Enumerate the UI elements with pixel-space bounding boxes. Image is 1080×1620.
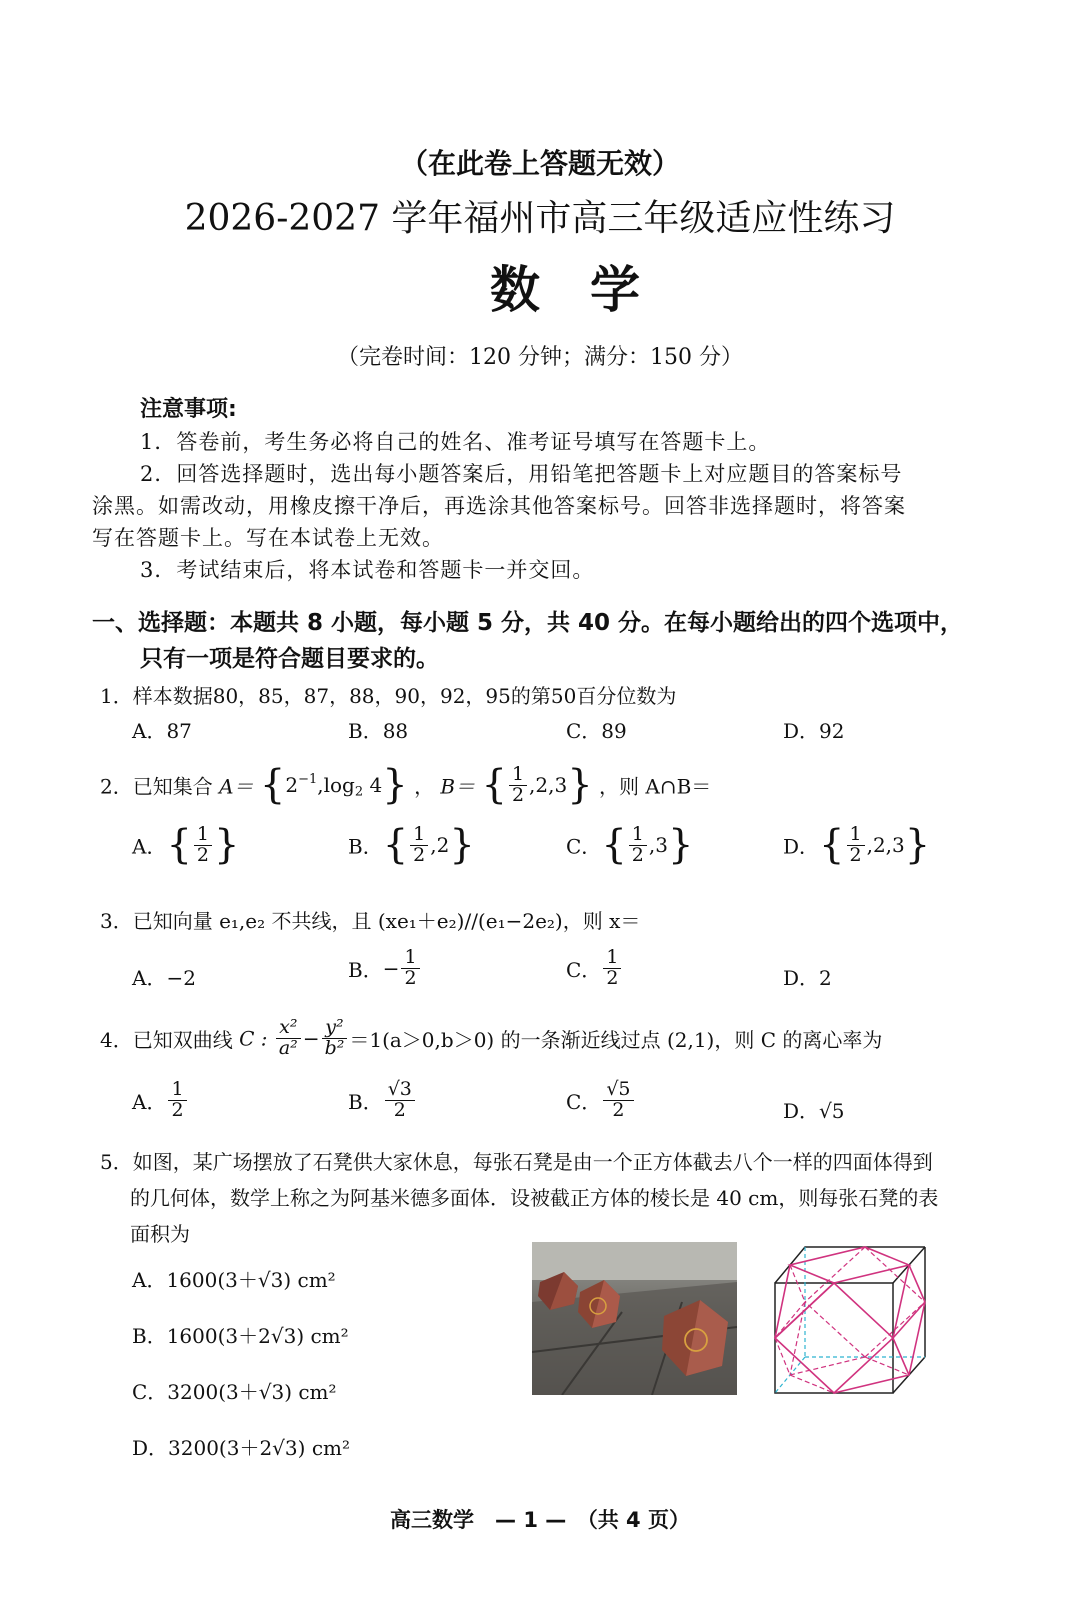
- section-1-heading-cont: 只有一项是符合题目要求的。: [140, 646, 439, 672]
- q1-option-b: B．88: [348, 719, 409, 743]
- notice-line-5: 3．考试结束后，将本试卷和答题卡一并交回。: [140, 558, 595, 582]
- q1-option-d: D．92: [783, 719, 845, 743]
- header-note: （在此卷上答题无效）: [399, 147, 680, 180]
- page-footer: 高三数学 — 1 — （共 4 页）: [390, 1508, 690, 1532]
- notice-line-2: 2．回答选择题时，选出每小题答案后，用铅笔把答题卡上对应题目的答案标号: [140, 462, 903, 486]
- q4-option-d: D．√5: [783, 1099, 845, 1123]
- q3-option-d: D．2: [783, 966, 832, 990]
- exam-title: 2026-2027 学年福州市高三年级适应性练习: [184, 198, 896, 239]
- q5-option-c: C．3200(3＋√3) cm²: [132, 1380, 337, 1404]
- notice-line-1: 1．答卷前，考生务必将自己的姓名、准考证号填写在答题卡上。: [140, 430, 771, 454]
- stone-stools-photo: [532, 1242, 737, 1395]
- q2-option-c: C．{ $\frac{1}{2}$ ,3}: [566, 822, 694, 868]
- question-5-line-2: 的几何体，数学上称之为阿基米德多面体．设被截正方体的棱长是 40 cm，则每张石凳的表: [130, 1186, 939, 1210]
- q2-option-d: D．{ $\frac{1}{2}$ ,2,3}: [783, 822, 931, 868]
- notice-title: 注意事项:: [140, 397, 237, 422]
- q2-option-b: B．{ $\frac{1}{2}$ ,2}: [348, 822, 475, 868]
- q3-option-c: C． $\frac{1}{2}$: [566, 948, 623, 989]
- polyhedron-diagram: [773, 1243, 943, 1398]
- q5-option-a: A．1600(3＋√3) cm²: [132, 1268, 336, 1292]
- question-3-stem: 3．已知向量 e₁,e₂ 不共线，且 (xe₁＋e₂)//(e₁−2e₂)，则 x＝: [100, 909, 641, 933]
- subject-title: 数学: [490, 260, 690, 319]
- q4-option-c: C． $\frac{√5}{2}$: [566, 1080, 636, 1121]
- question-5-line-1: 5．如图，某广场摆放了石凳供大家休息，每张石凳是由一个正方体截去八个一样的四面体得到: [100, 1150, 933, 1174]
- q2-option-a: A．{ $\frac{1}{2}$ }: [132, 822, 240, 868]
- question-5-line-3: 面积为: [130, 1222, 190, 1246]
- section-1-heading: 一、选择题：本题共 8 小题，每小题 5 分，共 40 分。在每小题给出的四个选项中，: [92, 610, 964, 636]
- notice-line-4: 写在答题卡上。写在本试卷上无效。: [92, 526, 444, 550]
- q5-option-b: B．1600(3＋2√3) cm²: [132, 1324, 349, 1348]
- question-1-stem: 1．样本数据80，85，87，88，90，92，95的第50百分位数为: [100, 684, 677, 708]
- q1-option-c: C．89: [566, 719, 627, 743]
- q5-option-d: D．3200(3＋2√3) cm²: [132, 1436, 350, 1460]
- question-4-stem: 4．已知双曲线 C : $\frac{\text{x²}}{\text{a²}}$ − $\frac{\text{y²}}{\text{b²}}$ ＝1(a＞0,b＞0) 的一条渐近线过点 (2,1)，则 C 的离心率为: [100, 1016, 883, 1059]
- q4-option-b: B． $\frac{√3}{2}$: [348, 1080, 417, 1121]
- q3-option-b: B．− $\frac{1}{2}$: [348, 948, 422, 989]
- q1-option-a: A．87: [132, 719, 192, 743]
- question-2-stem: 2．已知集合 $A= \{2^{-1},\log_2$ 4} ， B＝ { $\frac{1}{2}$ ,2,3} ，则 A∩B＝: [100, 762, 712, 808]
- notice-line-3: 涂黑。如需改动，用橡皮擦干净后，再选涂其他答案标号。回答非选择题时，将答案: [92, 494, 906, 518]
- time-info: （完卷时间：120 分钟；满分：150 分）: [337, 345, 743, 370]
- q3-option-a: A．−2: [132, 966, 196, 990]
- q4-option-a: A． $\frac{1}{2}$: [132, 1080, 189, 1121]
